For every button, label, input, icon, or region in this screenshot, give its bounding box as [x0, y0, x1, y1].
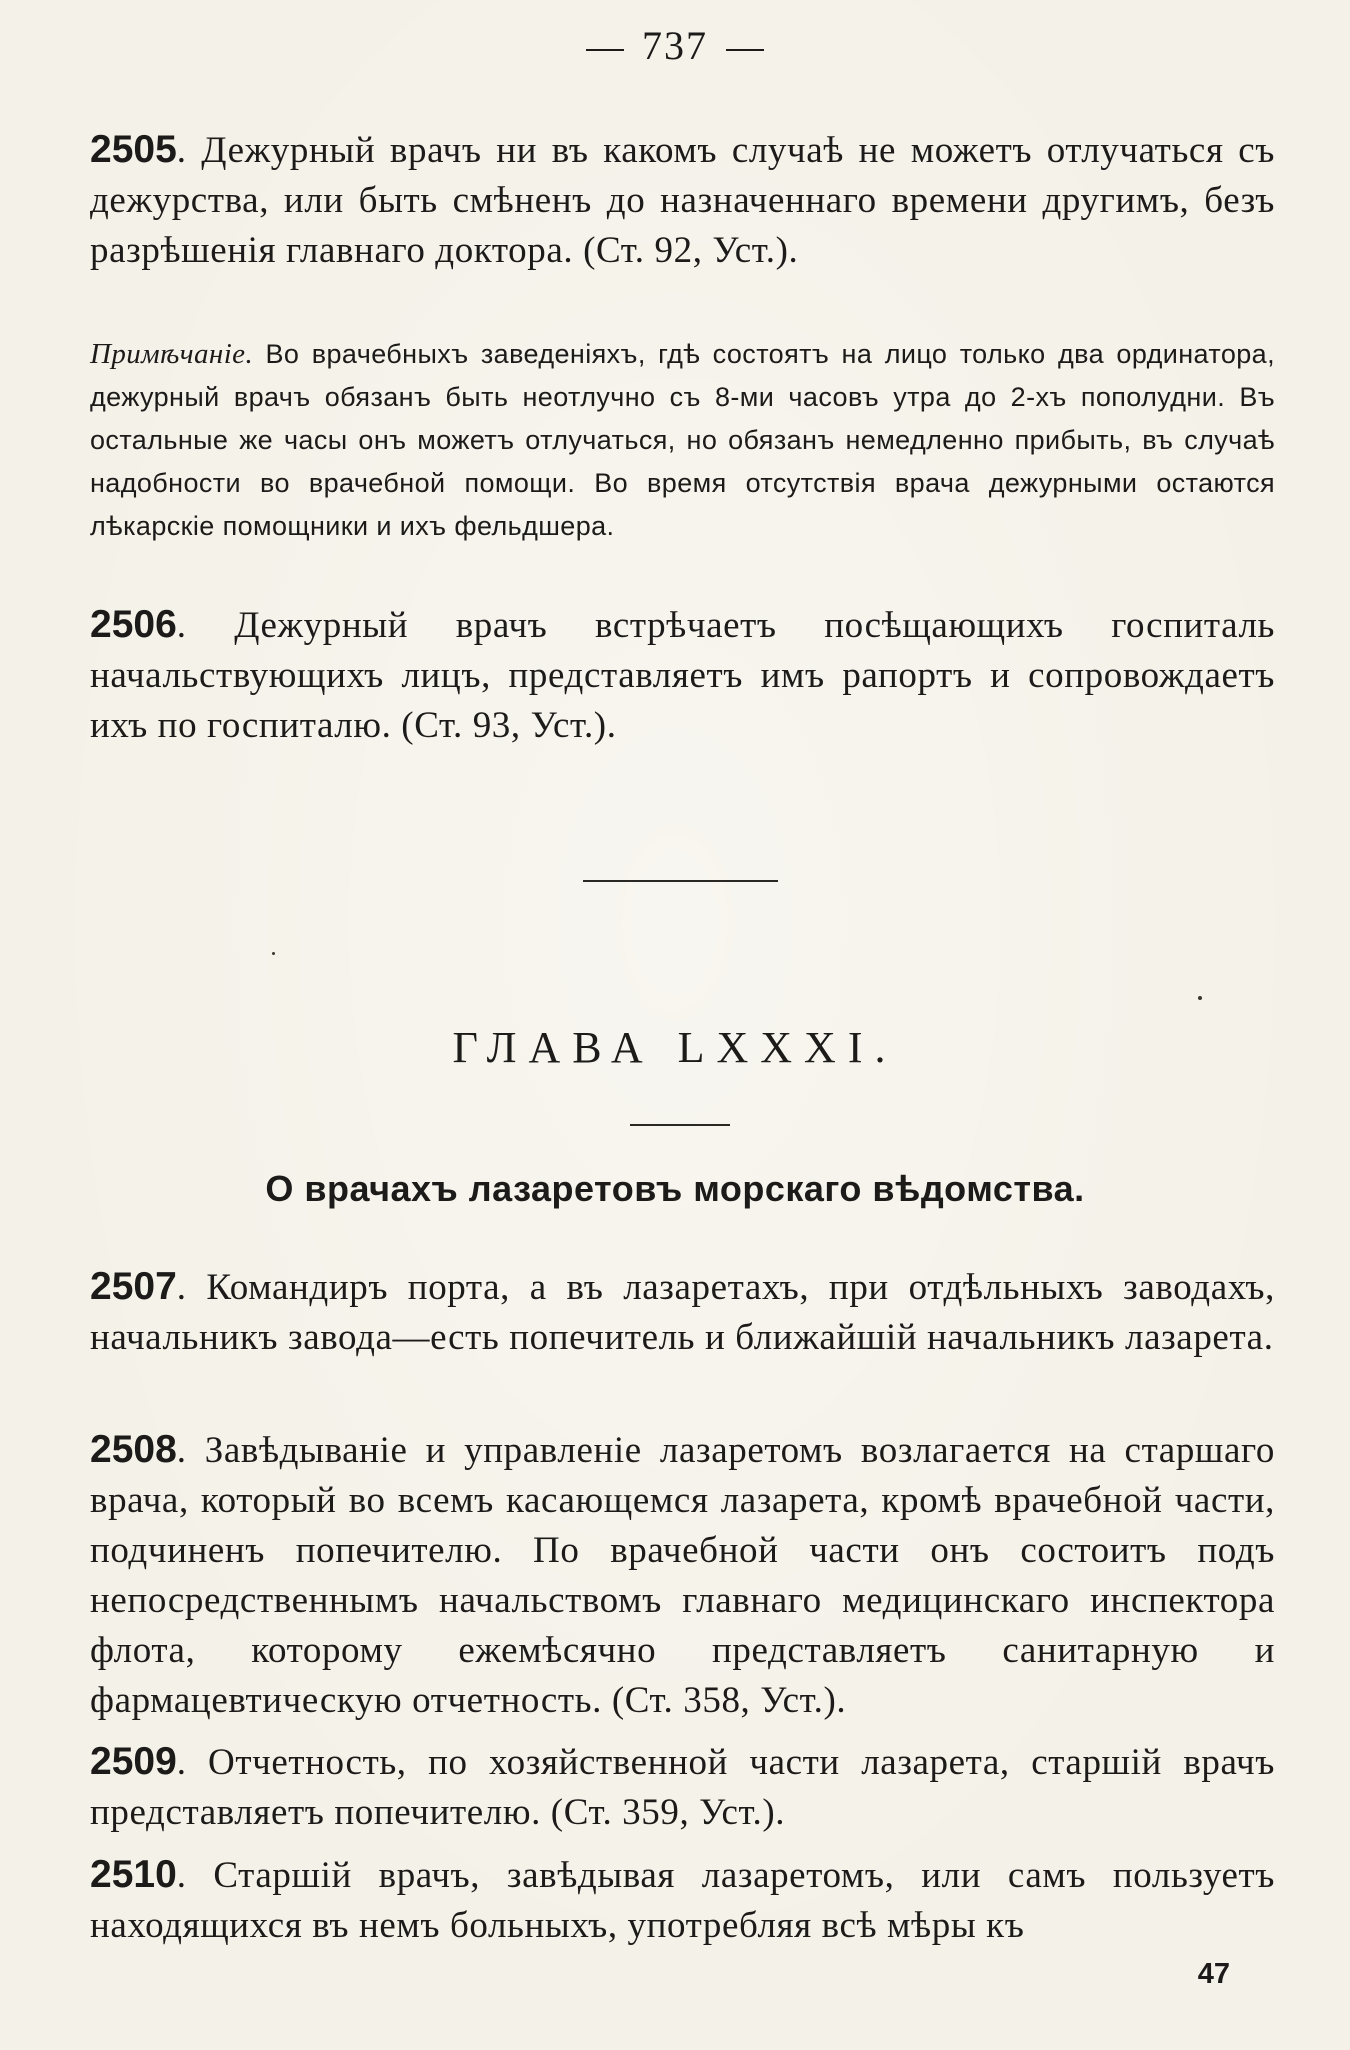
page-number-dash-left [586, 49, 624, 51]
article-2507 [90, 1262, 1275, 1363]
section-divider-top [583, 880, 778, 882]
page-number [0, 22, 1350, 69]
article-text: . Командиръ порта, а въ лазаретахъ, при отдѣльныхъ заводахъ, начальникъ завода—есть попечитель и ближайшій начальникъ лазарета. [90, 1267, 1275, 1358]
note-text: Во врачебныхъ заведеніяхъ, гдѣ состоятъ на лицо только два ординатора, дежурный врачъ обязанъ быть неотлучно съ 8-ми часовъ утра до 2-хъ пополудни. Въ остальные же часы онъ можетъ отлучаться, но обязанъ немедленно прибыть, въ случаѣ надобности во врачебной помощи. Во время отсутствія врача дежурными остаются лѣкарскіе помощники и ихъ фельдшера. [90, 339, 1275, 541]
note-2505 [90, 333, 1275, 548]
article-text: . Дежурный врачъ встрѣчаетъ посѣщающихъ госпиталь начальствующихъ лицъ, представляетъ имъ рапортъ и сопровождаетъ ихъ по госпиталю. (Ст. 93, Уст.). [90, 605, 1275, 746]
article-2505 [90, 125, 1275, 276]
article-2506 [90, 600, 1275, 751]
article-2510 [90, 1850, 1275, 1951]
note-label: Примѣчаніе. [90, 338, 254, 370]
page-number-dash-right [726, 49, 764, 51]
chapter-heading: О врачахъ лазаретовъ морскаго вѣдомства. [265, 1168, 1085, 1209]
article-text: . Старшій врачъ, завѣдывая лазаретомъ, или самъ пользуетъ находящихся въ немъ больныхъ, употребляя всѣ мѣры къ [90, 1855, 1275, 1946]
article-number: 2505 [90, 128, 177, 171]
section-divider-bottom [630, 1124, 730, 1126]
article-number: 2509 [90, 1740, 177, 1783]
print-speck [1198, 996, 1202, 1000]
article-number: 2506 [90, 603, 177, 646]
article-text: . Завѣдываніе и управленіе лазаретомъ возлагается на старшаго врача, который во всемъ касающемся лазарета, кромѣ врачебной части, подчиненъ попечителю. По врачебной части онъ состоитъ подъ непосредственнымъ начальствомъ главнаго медицинскаго инспектора флота, которому ежемѣсячно представляетъ санитарную и фармацевтическую отчетность. (Ст. 358, Уст.). [90, 1430, 1275, 1721]
article-text: . Дежурный врачъ ни въ какомъ случаѣ не можетъ отлучаться съ дежурства, или быть смѣненъ до назначеннаго времени другимъ, безъ разрѣшенія главнаго доктора. (Ст. 92, Уст.). [90, 130, 1275, 271]
article-number: 2510 [90, 1853, 177, 1896]
article-2508 [90, 1425, 1275, 1726]
chapter-title: ГЛАВА LXXXI. [452, 1023, 898, 1072]
article-number: 2508 [90, 1428, 177, 1471]
signature-mark: 47 [1197, 1958, 1230, 1990]
print-speck [272, 952, 275, 955]
article-text: . Отчетность, по хозяйственной части лазарета, старшій врачъ представляетъ попечителю. (Ст. 359, Уст.). [90, 1742, 1275, 1833]
article-number: 2507 [90, 1265, 177, 1308]
page-number-value: 737 [642, 23, 708, 68]
article-2509 [90, 1737, 1275, 1838]
